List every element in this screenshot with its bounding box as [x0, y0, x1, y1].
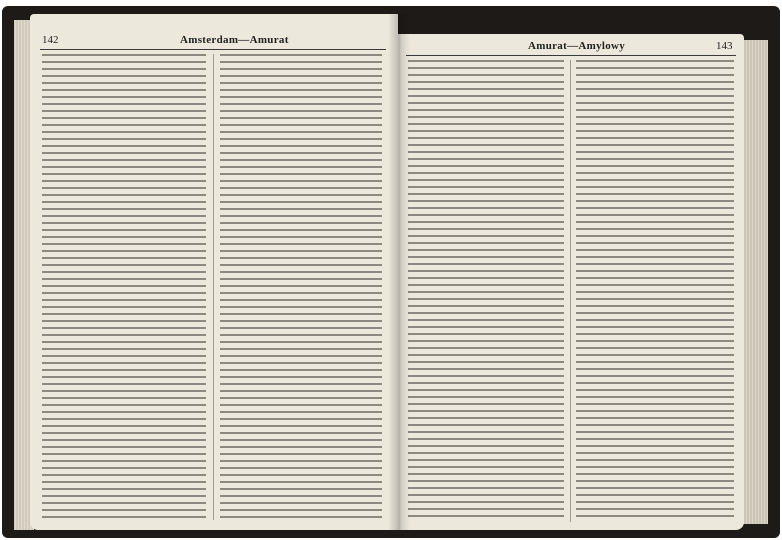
left-page-number: 142: [42, 34, 59, 46]
left-header-rule: [40, 49, 386, 50]
right-page-column-2: [576, 60, 734, 522]
left-column-separator: [213, 54, 214, 520]
right-column-separator: [570, 60, 571, 522]
right-running-head: Amurat—Amylowy: [528, 40, 626, 52]
book-gutter: [388, 14, 410, 530]
right-header-rule: [406, 55, 736, 56]
right-page: [398, 34, 744, 530]
left-running-head: Amsterdam—Amurat: [180, 34, 289, 46]
left-page-column-2: [220, 54, 382, 520]
left-page: [30, 14, 398, 530]
left-page-column-1: [42, 54, 206, 520]
right-page-column-1: [408, 60, 564, 522]
right-page-edges: [742, 40, 768, 524]
right-page-number: 143: [716, 40, 733, 52]
